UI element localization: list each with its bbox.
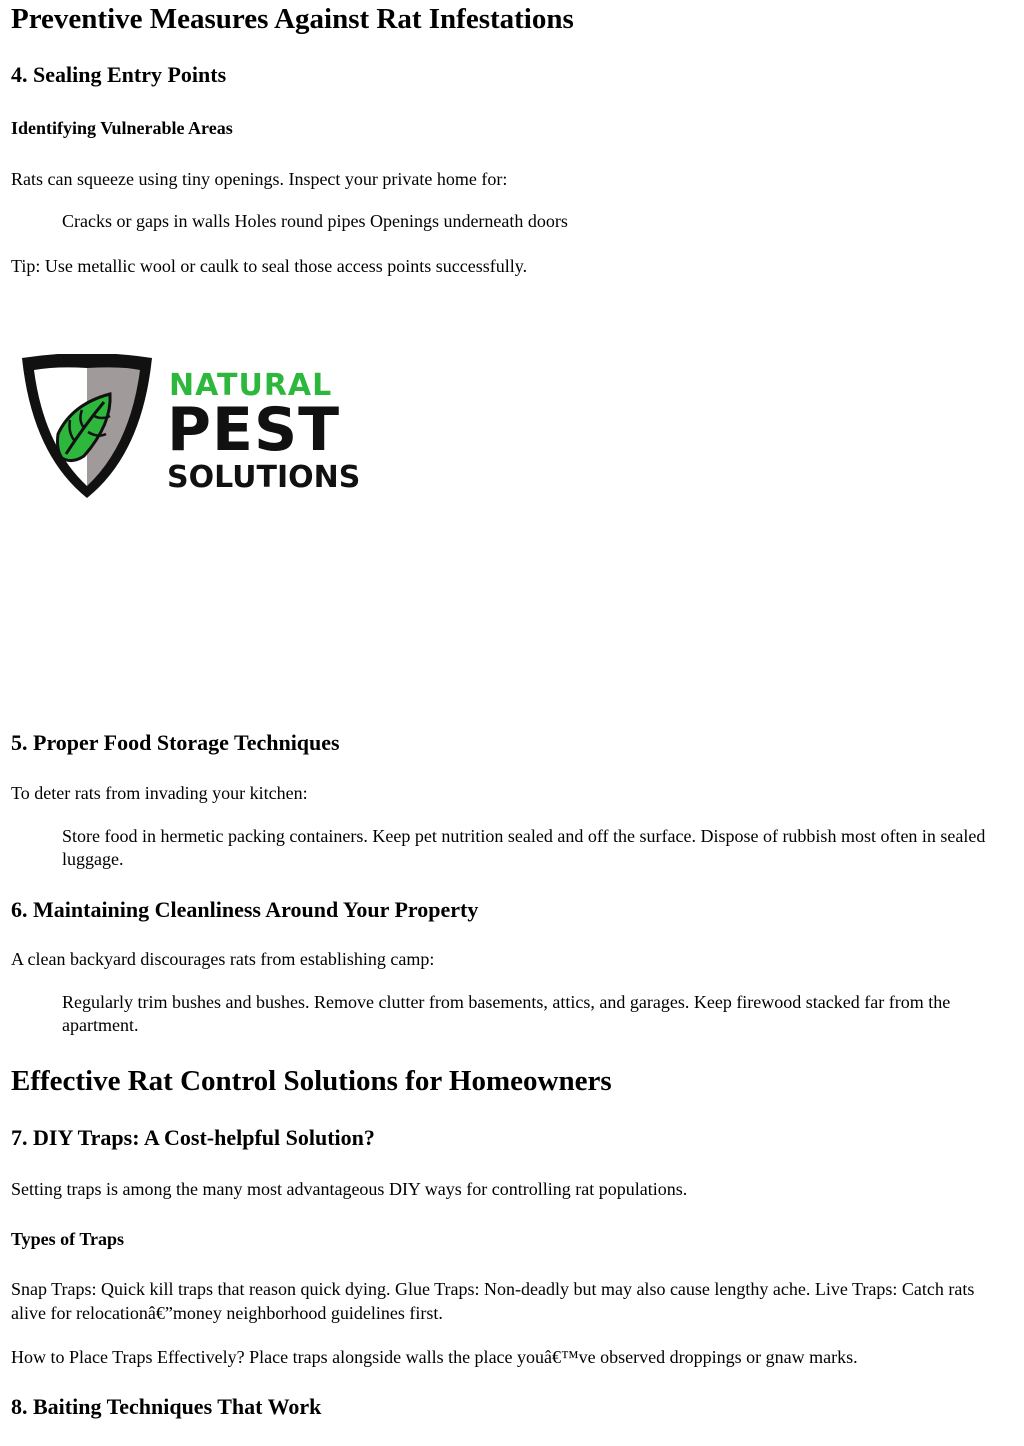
- heading-preventive-measures: Preventive Measures Against Rat Infestations: [11, 3, 574, 35]
- logo-line-pest: PEST: [167, 395, 341, 465]
- paragraph-setting-traps: Setting traps is among the many most advantageous DIY ways for controlling rat populations.: [11, 1179, 688, 1199]
- paragraph-backyard: A clean backyard discourages rats from establishing camp:: [11, 949, 435, 969]
- heading-baiting-techniques: 8. Baiting Techniques That Work: [11, 1394, 322, 1419]
- paragraph-squeeze: Rats can squeeze using tiny openings. Inspect your private home for:: [11, 169, 508, 189]
- natural-pest-solutions-logo: [12, 354, 372, 504]
- heading-diy-traps: 7. DIY Traps: A Cost-helpful Solution?: [11, 1125, 375, 1150]
- heading-cleanliness: 6. Maintaining Cleanliness Around Your Property: [11, 897, 479, 922]
- heading-food-storage: 5. Proper Food Storage Techniques: [11, 730, 340, 755]
- paragraph-tip: Tip: Use metallic wool or caulk to seal those access points successfully.: [11, 256, 528, 276]
- heading-sealing-entry-points: 4. Sealing Entry Points: [11, 62, 227, 87]
- shield-icon: [12, 354, 162, 504]
- paragraph-place-traps: How to Place Traps Effectively? Place traps alongside walls the place youâ€™ve observed droppings or gnaw marks.: [11, 1347, 858, 1367]
- quote-cracks: Cracks or gaps in walls Holes round pipes Openings underneath doors: [62, 211, 568, 231]
- paragraph-snap-traps: Snap Traps: Quick kill traps that reason quick dying. Glue Traps: Non-deadly but may also cause lengthy ache. Live Traps: Catch rats alive for relocationâ€”money neighborhood guidelines first.: [11, 1279, 975, 1323]
- quote-store-food: Store food in hermetic packing containers. Keep pet nutrition sealed and off the surface. Dispose of rubbish most often in sealed luggage.: [62, 826, 986, 869]
- paragraph-deter: To deter rats from invading your kitchen:: [11, 783, 308, 803]
- quote-trim: Regularly trim bushes and bushes. Remove clutter from basements, attics, and garages. Keep firewood stacked far from the apartment.: [62, 992, 951, 1035]
- heading-types-of-traps: Types of Traps: [11, 1229, 125, 1249]
- logo-line-natural: NATURAL: [169, 368, 333, 403]
- logo-line-solutions: SOLUTIONS: [167, 460, 361, 495]
- heading-identifying-vulnerable-areas: Identifying Vulnerable Areas: [11, 118, 233, 138]
- heading-effective-rat-control: Effective Rat Control Solutions for Homeowners: [11, 1065, 612, 1097]
